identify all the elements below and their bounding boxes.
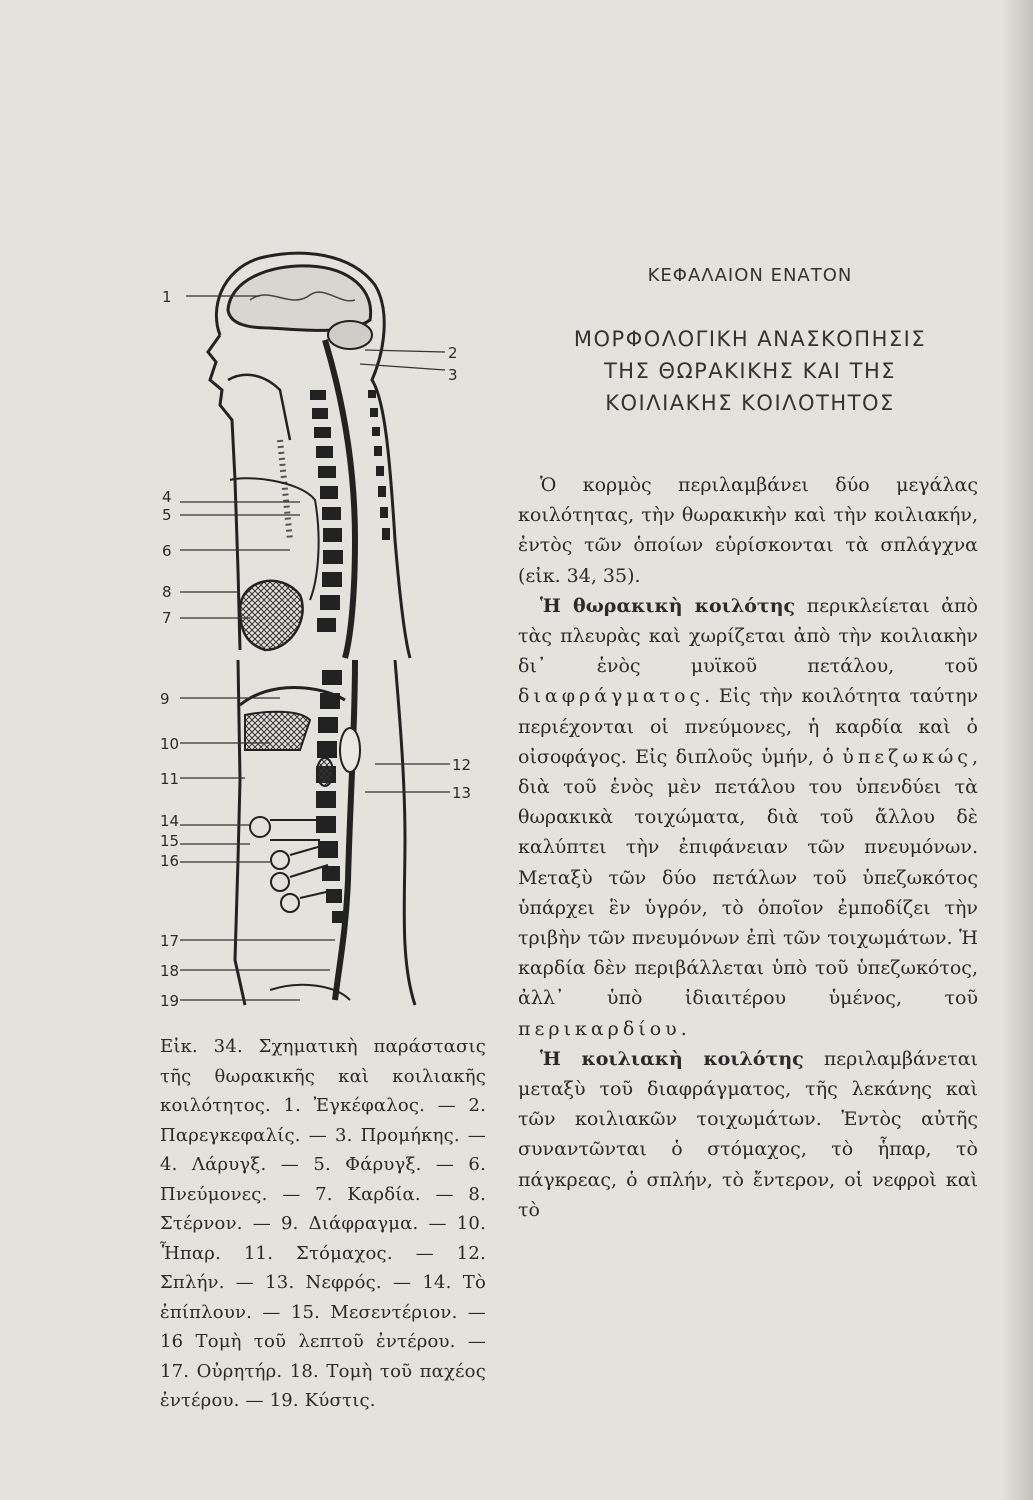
chapter-heading: ΚΕΦΑΛΑΙΟΝ ΕΝΑΤΟΝ — [647, 265, 853, 286]
paragraph-3-lead: Ἡ κοιλιακὴ κοιλότης — [540, 1047, 804, 1070]
caption-text: Σχηματικὴ παράστασις τῆς θωρακικῆς καὶ κοιλιακῆς κοιλότητος. 1. Ἐγκέφαλος. — 2. Παρεγκεφαλίς. — 3. Προμήκης. — 4. Λάρυγξ. — 5. Φάρυγξ. — 6. Πνεύμονες. — 7. Καρδία. — 8. Στέρνον. — 9. Διάφραγμα. — 10. Ἧπαρ. 11. Στόμαχος. — 12. Σπλήν. — 13. Νεφρός. — 14. Τὸ ἐπίπλουν. — 15. Μεσεντέριον. — 16 Τομὴ τοῦ λεπτοῦ ἐντέρου. — 17. Οὐρητήρ. 18. Τομὴ τοῦ παχέος ἐντέρου. — 19. Κύστις. — [160, 1036, 487, 1411]
figure-label-18: 18 — [160, 962, 180, 980]
paragraph-2-text-d: . — [680, 1017, 687, 1040]
figure-label-19: 19 — [160, 992, 180, 1010]
liver — [245, 712, 310, 750]
section-title — [520, 323, 980, 419]
kidney — [317, 758, 333, 786]
mouth — [228, 375, 290, 440]
spaced-term-pericardium: περικαρδίου — [518, 1017, 681, 1040]
anatomy-figure-lower — [150, 660, 490, 1025]
anatomy-figure — [150, 240, 490, 660]
spleen — [340, 728, 360, 772]
figure-label-17: 17 — [160, 932, 180, 950]
heart — [240, 581, 303, 650]
figure-label-6: 6 — [162, 542, 172, 560]
figure-label-11: 11 — [160, 770, 180, 788]
figure-label-13: 13 — [452, 784, 472, 802]
paragraph-2-text-b: . Εἰς τὴν κοιλότητα ταύτην περιέχονται οἱ πνεύμονες, ἡ καρδία καὶ ὁ οἰσοφάγος. Εἰς διπλοῦς ὑμήν, ὁ — [518, 685, 978, 768]
caption-label: Εἰκ. 34. — [160, 1036, 243, 1057]
figure-label-2: 2 — [448, 344, 458, 362]
figure-label-3: 3 — [448, 366, 458, 384]
figure-label-1: 1 — [162, 288, 172, 306]
vertebrae — [310, 390, 390, 632]
face-outline — [208, 335, 240, 650]
body-text — [518, 470, 978, 1225]
figure-caption — [160, 1032, 486, 1416]
paragraph-2 — [518, 591, 978, 1044]
spaced-term-diaphragm: διαφράγματος — [518, 685, 705, 708]
figure-label-14: 14 — [160, 812, 180, 830]
figure-label-15: 15 — [160, 832, 180, 850]
figure-label-10: 10 — [160, 735, 180, 753]
figure-label-4: 4 — [162, 488, 172, 506]
paragraph-2-text-c: , διὰ τοῦ ἑνὸς μὲν πετάλου του ὑπενδύει τὰ θωρακικὰ τοιχώματα, διὰ τοῦ ἄλλου δὲ καλύπτει τὴν ἐπιφάνειαν τῶν πνευμόνων. Μεταξὺ τῶν δύο πετάλων τοῦ ὑπεζωκότος ὑπάρχει ἓν ὑγρόν, τὸ ὁποῖον ἐμποδίζει τὴν τριβὴν τῶν πνευμόνων ἐπὶ τῶν τοιχωμάτων. Ἡ καρδία δὲν περιβάλλεται ὑπὸ τοῦ ὑπεζωκότος, ἀλλ᾿ ὑπὸ ἰδιαιτέρου ὑμένος, τοῦ — [518, 745, 978, 1010]
abdomen-illustration — [150, 660, 490, 1025]
paragraph-2-text-a: περικλείεται ἀπὸ τὰς πλευρὰς καὶ χωρίζεται ἀπὸ τὴν κοιλιακὴν δι᾿ ἑνὸς μυϊκοῦ πετάλου, τοῦ — [518, 594, 978, 678]
figure-label-9: 9 — [160, 690, 170, 708]
paragraph-3-text: περιλαμβάνεται μεταξὺ τοῦ διαφράγματος, τῆς λεκάνης καὶ τῶν κοιλιακῶν τοιχωμάτων. Ἐντὸς αὐτῆς συναντῶνται ὁ στόμαχος, τὸ ἧπαρ, τὸ πάγκρεας, ὁ σπλήν, τὸ ἔντερον, οἱ νεφροὶ καὶ τὸ — [518, 1047, 978, 1221]
figure-label-12: 12 — [452, 756, 472, 774]
spaced-term-pleura: ὑπεζωκώς — [842, 745, 972, 768]
title-line: ΜΟΡΦΟΛΟΓΙΚΗ ΑΝΑΣΚΟΠΗΣΙΣ — [573, 327, 927, 351]
paragraph-1: Ὁ κορμὸς περιλαμβάνει δύο μεγάλας κοιλότητας, τὴν θωρακικὴν καὶ τὴν κοιλιακήν, ἐντὸς τῶν ὁποίων εὑρίσκονται τὰ σπλάγχνα (εἰκ. 34, 35). — [518, 474, 978, 587]
figure-label-5: 5 — [162, 506, 172, 524]
page-edge-shadow — [1003, 0, 1033, 1500]
title-line: ΤΗΣ ΘΩΡΑΚΙΚΗΣ ΚΑΙ ΤΗΣ — [603, 359, 897, 383]
figure-label-16: 16 — [160, 852, 180, 870]
paragraph-2-lead: Ἡ θωρακικὴ κοιλότης — [540, 594, 796, 617]
title-line: ΚΟΙΛΙΑΚΗΣ ΚΟΙΛΟΤΗΤΟΣ — [605, 391, 895, 415]
trachea — [280, 440, 290, 540]
anatomy-illustration — [150, 240, 490, 660]
figure-label-8: 8 — [162, 583, 172, 601]
figure-label-7: 7 — [162, 609, 172, 627]
paragraph-3 — [518, 1044, 978, 1225]
